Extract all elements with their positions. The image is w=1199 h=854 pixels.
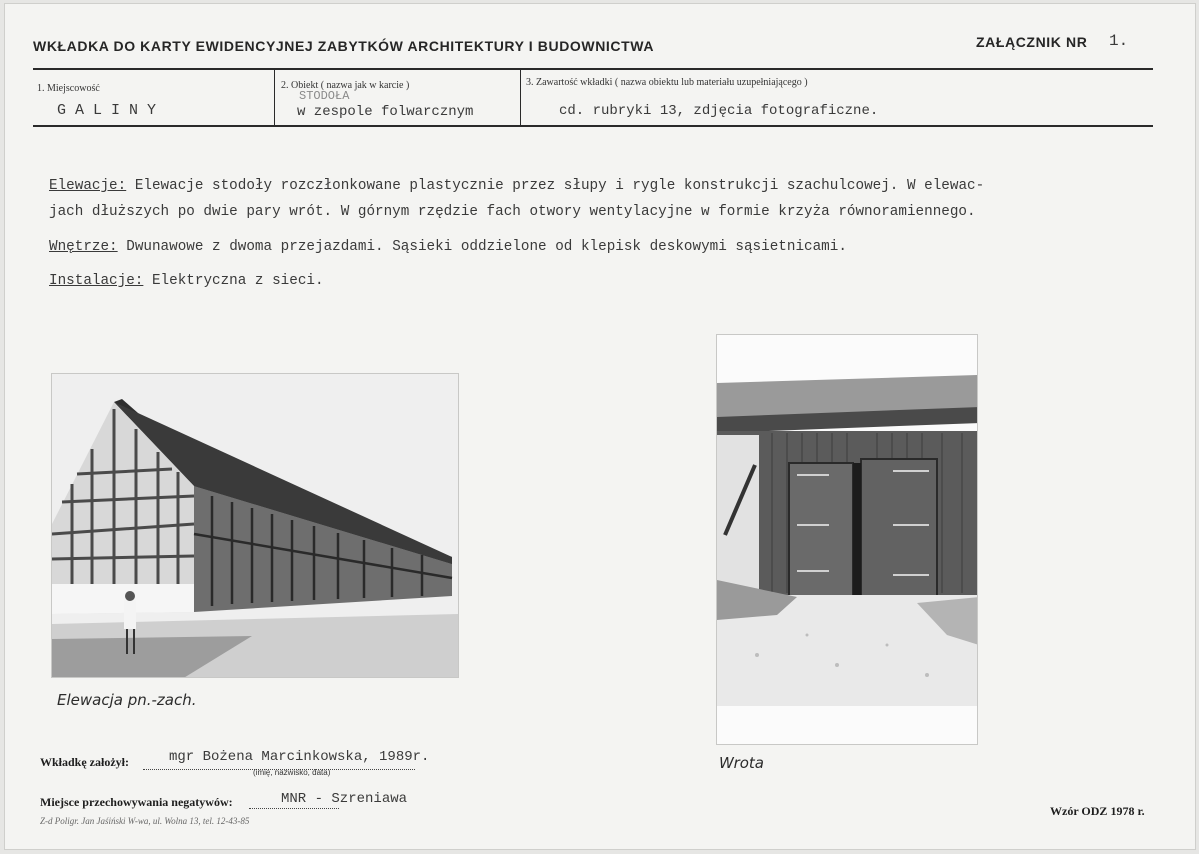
storage-value: MNR - Szreniawa	[281, 791, 408, 807]
barn-gate-photo	[716, 334, 978, 745]
field-divider-1	[274, 70, 275, 126]
top-rule	[33, 68, 1153, 70]
contents-value: cd. rubryki 13, zdjęcia fotograficzne.	[559, 103, 879, 119]
object-label: 2. Obiekt ( nazwa jak w karcie )	[281, 80, 410, 91]
contents-label: 3. Zawartość wkładki ( nazwa obiektu lub materiału uzupełniającego )	[526, 77, 808, 88]
form-model: Wzór ODZ 1978 r.	[1050, 804, 1145, 818]
founded-hint: (imię, nazwisko, data)	[253, 768, 331, 777]
storage-label: Miejsce przechowywania negatywów:	[40, 795, 233, 809]
field-divider-2	[520, 70, 521, 126]
locality-label: 1. Miejscowość	[37, 83, 100, 94]
elevations-line-1	[49, 178, 984, 194]
object-value-strikeover: STODOŁA	[299, 89, 350, 103]
object-value: w zespole folwarcznym	[297, 104, 474, 120]
elevations-line-2: jach dłuższych po dwie pary wrót. W górnym rzędzie fach otwory wentylacyjne w formie krzyża równoramiennego.	[49, 204, 976, 220]
printer-imprint: Z-d Poligr. Jan Jaśiński W-wa, ul. Wolna 13, tel. 12-43-85	[40, 816, 250, 826]
installations-heading: Instalacje:	[49, 273, 144, 289]
card-title: WKŁADKA DO KARTY EWIDENCYJNEJ ZABYTKÓW ARCHITEKTURY I BUDOWNICTWA	[33, 38, 655, 54]
annex-label: ZAŁĄCZNIK NR	[976, 34, 1088, 50]
annex-number: 1.	[1109, 32, 1129, 50]
elevations-text-1: Elewacje stodoły rozczłonkowane plastycznie przez słupy i rygle konstrukcji szachulcowej. W elewac-	[134, 178, 985, 194]
locality-value: G A L I N Y	[57, 102, 157, 119]
right-photo-caption: Wrota	[719, 754, 764, 772]
founded-label: Wkładkę założył:	[40, 755, 129, 769]
installations-text: Elektryczna z sieci.	[151, 273, 324, 289]
barn-elevation-photo	[51, 373, 459, 678]
interior-text: Dwunawowe z dwoma przejazdami. Sąsieki oddzielone od klepisk deskowymi sąsietnicami.	[126, 239, 847, 255]
interior-line	[49, 239, 847, 255]
left-photo-caption: Elewacja pn.-zach.	[57, 691, 197, 709]
bottom-rule	[33, 125, 1153, 127]
installations-line	[49, 273, 324, 289]
record-card	[4, 3, 1196, 850]
founded-value: mgr Bożena Marcinkowska, 1989r.	[169, 749, 430, 765]
elevations-heading: Elewacje:	[49, 178, 127, 194]
interior-heading: Wnętrze:	[49, 239, 118, 255]
